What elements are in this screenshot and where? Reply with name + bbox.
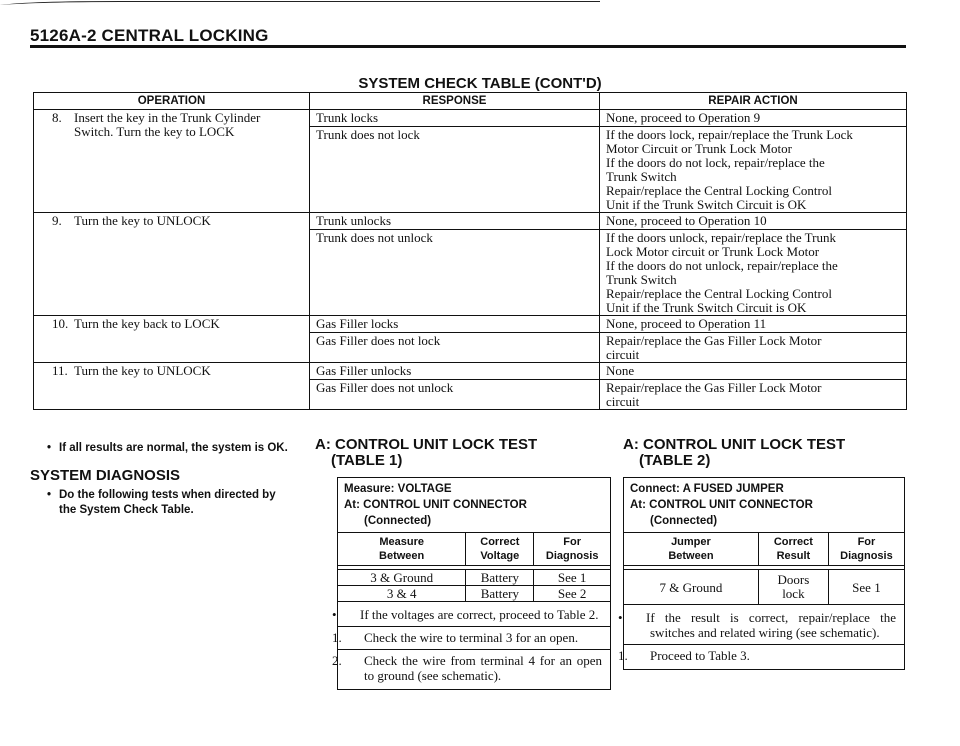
- repair-action-text: Motor Circuit or Trunk Lock Motor: [606, 141, 792, 156]
- operation-number: 10.: [52, 316, 69, 331]
- table1-grid: [338, 532, 610, 602]
- table1-cell: 3 & 4: [338, 586, 466, 602]
- repair-action-text: Repair/replace the Gas Filler Lock Motor: [606, 380, 822, 395]
- step-number: 2.: [332, 653, 342, 668]
- repair-action-text: None, proceed to Operation 10: [600, 213, 906, 230]
- diagnosis-line: Do the following tests when directed by: [59, 489, 276, 501]
- repair-action-text: None: [600, 363, 906, 380]
- response-text: Trunk locks: [310, 110, 599, 127]
- operation-cell: [34, 110, 310, 213]
- page-header: 5126A-2 CENTRAL LOCKING: [30, 26, 269, 45]
- operation-text: Turn the key back to LOCK: [74, 316, 220, 331]
- repair-action-cell: [600, 316, 907, 363]
- table2-title: [623, 437, 845, 469]
- table1-header-correct-voltage: [466, 533, 534, 566]
- response-cell: [310, 363, 600, 410]
- step-text: Check the wire from terminal 4 for an open to ground (see schematic).: [364, 653, 602, 683]
- table1-title: [315, 437, 537, 469]
- table1-title-line: A: CONTROL UNIT LOCK TEST: [315, 436, 538, 453]
- header-line: Jumper: [671, 536, 711, 548]
- table2-notes: [618, 605, 904, 669]
- repair-action-text: Repair/replace the Gas Filler Lock Motor: [606, 333, 822, 348]
- table2-location: At: CONTROL UNIT CONNECTOR: [630, 499, 813, 511]
- response-text: Trunk unlocks: [310, 213, 599, 230]
- repair-action-text: Trunk Switch: [606, 272, 677, 287]
- repair-action-cell: [600, 363, 907, 410]
- repair-action-text: If the doors do not unlock, repair/replace the: [606, 258, 838, 273]
- column-header-repair-action: REPAIR ACTION: [600, 93, 907, 110]
- step-text: Proceed to Table 3.: [650, 648, 750, 663]
- table2-cell: See 1: [828, 570, 904, 605]
- response-text: Gas Filler unlocks: [310, 363, 599, 380]
- table1-header-row: [338, 533, 610, 566]
- operation-number: 9.: [52, 213, 62, 228]
- operation-text: Insert the key in the Trunk Cylinder: [74, 110, 261, 125]
- table-row: [34, 110, 907, 213]
- repair-action-text: Unit if the Trunk Switch Circuit is OK: [606, 300, 807, 315]
- table1-header-measure-between: [338, 533, 466, 566]
- table2-header-correct-result: [758, 533, 828, 566]
- table1-cell: See 1: [534, 570, 610, 586]
- repair-action-text: None, proceed to Operation 11: [600, 316, 906, 333]
- header-line: Correct: [773, 536, 813, 548]
- repair-action-text: Repair/replace the Central Locking Control: [606, 183, 832, 198]
- table1-box: [332, 477, 611, 690]
- header-line: Measure: [379, 536, 424, 548]
- table1-cell: Battery: [466, 570, 534, 586]
- operation-text: Turn the key to UNLOCK: [74, 363, 211, 378]
- operation-number: 8.: [52, 110, 62, 125]
- repair-action-text: Unit if the Trunk Switch Circuit is OK: [606, 197, 807, 212]
- table2-box: [618, 477, 905, 670]
- step-text: Check the wire to terminal 3 for an open.: [364, 630, 579, 645]
- operation-number: 11.: [52, 363, 68, 378]
- repair-action-text: circuit: [606, 347, 640, 362]
- system-check-header-row: [34, 93, 907, 110]
- response-text: Trunk does not lock: [316, 127, 420, 142]
- notes-divider: [338, 649, 610, 650]
- table1-cell: Battery: [466, 586, 534, 602]
- table2-connect: Connect: A FUSED JUMPER: [630, 483, 784, 495]
- table-row: [338, 586, 610, 602]
- table1-location: At: CONTROL UNIT CONNECTOR: [344, 499, 527, 511]
- repair-action-text: If the doors lock, repair/replace the Trunk Lock: [606, 127, 853, 142]
- repair-action-text: Repair/replace the Central Locking Control: [606, 286, 832, 301]
- table2-grid: [624, 532, 904, 605]
- table-row: [34, 316, 907, 363]
- table1-cell: See 2: [534, 586, 610, 602]
- header-line: Voltage: [480, 550, 520, 562]
- repair-action-text: If the doors do not lock, repair/replace the: [606, 155, 825, 170]
- operation-text: Turn the key to UNLOCK: [74, 213, 211, 228]
- normal-results-text: If all results are normal, the system is OK.: [59, 442, 288, 454]
- response-cell: [310, 213, 600, 316]
- response-cell: [310, 316, 600, 363]
- step-number: 1.: [332, 630, 342, 645]
- repair-action-text: Lock Motor circuit or Trunk Lock Motor: [606, 244, 820, 259]
- response-text: Gas Filler locks: [310, 316, 599, 333]
- operation-cell: [34, 316, 310, 363]
- header-line: Result: [776, 550, 811, 562]
- table2-connected: (Connected): [650, 515, 718, 527]
- bullet-icon: •: [47, 489, 52, 501]
- table1-notes: [332, 602, 610, 689]
- header-line: For: [563, 536, 582, 548]
- table2-title-line: A: CONTROL UNIT LOCK TEST: [623, 436, 846, 453]
- response-text: Trunk does not unlock: [316, 230, 433, 245]
- bullet-icon: •: [618, 610, 623, 625]
- repair-action-text: If the doors unlock, repair/replace the Trunk: [606, 230, 836, 245]
- repair-action-cell: [600, 213, 907, 316]
- bullet-icon: •: [332, 607, 337, 622]
- normal-results-note: [47, 442, 288, 454]
- notes-divider: [338, 626, 610, 627]
- column-header-response: RESPONSE: [310, 93, 600, 110]
- table-row: [34, 363, 907, 410]
- bullet-icon: •: [47, 442, 52, 454]
- table2-bullet-text: If the result is correct, repair/replace the switches and related wiring (see schematic).: [646, 610, 896, 640]
- header-line: Diagnosis: [545, 550, 599, 562]
- header-rule: [30, 45, 906, 48]
- table2-header-jumper-between: [624, 533, 758, 566]
- table-row: [34, 213, 907, 316]
- response-cell: [310, 110, 600, 213]
- repair-action-text: Trunk Switch: [606, 169, 677, 184]
- table1-title-line: (TABLE 1): [331, 452, 403, 469]
- table1-bullet-text: If the voltages are correct, proceed to Table 2.: [360, 607, 599, 622]
- system-check-table: [33, 92, 907, 410]
- table-row: [338, 570, 610, 586]
- table1-measure: Measure: VOLTAGE: [344, 483, 452, 495]
- system-diagnosis-title: SYSTEM DIAGNOSIS: [30, 467, 181, 484]
- response-text: Gas Filler does not lock: [316, 333, 441, 348]
- operation-cell: [34, 213, 310, 316]
- table2-title-line: (TABLE 2): [639, 452, 711, 469]
- step-number: 1.: [618, 648, 628, 663]
- repair-action-cell: [600, 110, 907, 213]
- table2-header-for-diagnosis: [828, 533, 904, 566]
- top-decorative-line: [0, 0, 960, 5]
- repair-action-text: None, proceed to Operation 9: [600, 110, 906, 127]
- repair-action-text: circuit: [606, 394, 640, 409]
- header-line: Between: [668, 550, 714, 562]
- table1-cell: 3 & Ground: [338, 570, 466, 586]
- system-check-title: SYSTEM CHECK TABLE (CONT'D): [358, 75, 602, 92]
- table2-cell: 7 & Ground: [624, 570, 758, 605]
- table2-header-row: [624, 533, 904, 566]
- operation-cell: [34, 363, 310, 410]
- header-line: For: [857, 536, 876, 548]
- header-line: Diagnosis: [840, 550, 893, 562]
- system-diagnosis-text: [47, 488, 317, 518]
- table2-cell: Doors lock: [758, 570, 828, 605]
- header-line: Correct: [480, 536, 520, 548]
- diagnosis-line: the System Check Table.: [59, 504, 194, 516]
- operation-text: Switch. Turn the key to LOCK: [74, 124, 235, 139]
- response-text: Gas Filler does not unlock: [316, 380, 454, 395]
- table1-header-for-diagnosis: [534, 533, 610, 566]
- column-header-operation: OPERATION: [34, 93, 310, 110]
- table1-connected: (Connected): [364, 515, 432, 527]
- header-line: Between: [379, 550, 425, 562]
- notes-divider: [624, 644, 904, 645]
- table-row: [624, 570, 904, 605]
